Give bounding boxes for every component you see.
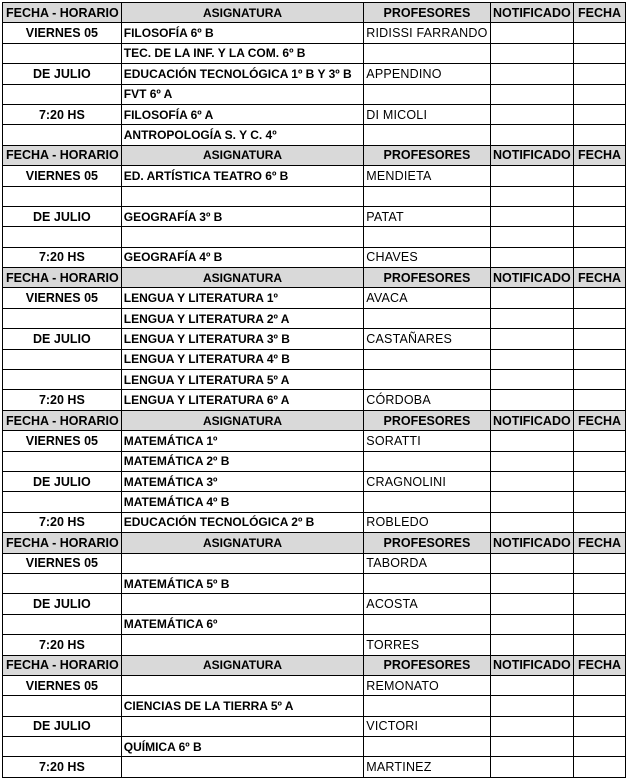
table-row (3, 186, 626, 206)
asignatura-cell[interactable]: MATEMÁTICA 2º B (121, 451, 364, 471)
table-row (3, 614, 626, 634)
notificado-cell[interactable] (490, 84, 574, 104)
schedule-table (2, 2, 626, 778)
asignatura-cell[interactable]: GEOGRAFÍA 4º B (121, 247, 364, 267)
header-asignatura: ASIGNATURA (121, 533, 364, 553)
fecha-notificacion-cell[interactable] (574, 451, 626, 471)
fecha-notificacion-cell[interactable] (574, 614, 626, 634)
fecha-cell[interactable]: VIERNES 05 (3, 166, 122, 186)
header-fecha: FECHA (574, 268, 626, 288)
fecha-notificacion-cell[interactable] (574, 308, 626, 328)
header-row (3, 655, 626, 675)
profesor-cell[interactable]: CÓRDOBA (364, 390, 490, 410)
table-row (3, 227, 626, 247)
fecha-cell[interactable] (3, 84, 122, 104)
notificado-cell[interactable] (490, 737, 574, 757)
fecha-notificacion-cell[interactable] (574, 573, 626, 593)
table-row (3, 553, 626, 573)
header-asignatura: ASIGNATURA (121, 410, 364, 430)
profesor-cell[interactable] (364, 614, 490, 634)
table-row (3, 675, 626, 695)
notificado-cell[interactable] (490, 492, 574, 512)
header-fecha-horario: FECHA - HORARIO (3, 410, 122, 430)
asignatura-cell[interactable]: TEC. DE LA INF. Y LA COM. 6º B (121, 43, 364, 63)
notificado-cell[interactable] (490, 227, 574, 247)
asignatura-cell[interactable]: ANTROPOLOGÍA S. Y C. 4º (121, 125, 364, 145)
fecha-cell[interactable]: 7:20 HS (3, 247, 122, 267)
fecha-cell[interactable]: 7:20 HS (3, 757, 122, 777)
header-row (3, 268, 626, 288)
header-fecha-horario: FECHA - HORARIO (3, 655, 122, 675)
profesor-cell[interactable] (364, 125, 490, 145)
header-notificado: NOTIFICADO (490, 268, 574, 288)
table-row (3, 696, 626, 716)
asignatura-cell[interactable] (121, 716, 364, 736)
fecha-notificacion-cell[interactable] (574, 227, 626, 247)
fecha-cell[interactable]: DE JULIO (3, 206, 122, 226)
fecha-cell[interactable] (3, 349, 122, 369)
fecha-notificacion-cell[interactable] (574, 349, 626, 369)
fecha-notificacion-cell[interactable] (574, 471, 626, 491)
notificado-cell[interactable] (490, 390, 574, 410)
notificado-cell[interactable] (490, 247, 574, 267)
notificado-cell[interactable] (490, 186, 574, 206)
profesor-cell[interactable]: MARTINEZ (364, 757, 490, 777)
notificado-cell[interactable] (490, 43, 574, 63)
fecha-cell[interactable] (3, 227, 122, 247)
profesor-cell[interactable] (364, 737, 490, 757)
fecha-cell[interactable] (3, 370, 122, 390)
table-row (3, 390, 626, 410)
profesor-cell[interactable]: CRAGNOLINI (364, 471, 490, 491)
header-asignatura: ASIGNATURA (121, 655, 364, 675)
header-notificado: NOTIFICADO (490, 410, 574, 430)
fecha-notificacion-cell[interactable] (574, 757, 626, 777)
profesor-cell[interactable]: APPENDINO (364, 64, 490, 84)
profesor-cell[interactable] (364, 696, 490, 716)
notificado-cell[interactable] (490, 329, 574, 349)
notificado-cell[interactable] (490, 431, 574, 451)
fecha-notificacion-cell[interactable] (574, 492, 626, 512)
profesor-cell[interactable]: CHAVES (364, 247, 490, 267)
fecha-notificacion-cell[interactable] (574, 675, 626, 695)
notificado-cell[interactable] (490, 594, 574, 614)
fecha-cell[interactable]: VIERNES 05 (3, 288, 122, 308)
profesor-cell[interactable] (364, 451, 490, 471)
header-fecha: FECHA (574, 533, 626, 553)
profesor-cell[interactable] (364, 84, 490, 104)
profesor-cell[interactable]: VICTORI (364, 716, 490, 736)
table-row (3, 635, 626, 655)
header-row (3, 3, 626, 23)
notificado-cell[interactable] (490, 125, 574, 145)
fecha-cell[interactable]: DE JULIO (3, 471, 122, 491)
table-row (3, 288, 626, 308)
notificado-cell[interactable] (490, 675, 574, 695)
profesor-cell[interactable]: RIDISSI FARRANDO (364, 23, 490, 43)
table-row (3, 64, 626, 84)
asignatura-cell[interactable]: CIENCIAS DE LA TIERRA 5º A (121, 696, 364, 716)
asignatura-cell[interactable]: LENGUA Y LITERATURA 1º (121, 288, 364, 308)
profesor-cell[interactable]: AVACA (364, 288, 490, 308)
profesor-cell[interactable]: CASTAÑARES (364, 329, 490, 349)
fecha-cell[interactable]: VIERNES 05 (3, 23, 122, 43)
fecha-notificacion-cell[interactable] (574, 288, 626, 308)
asignatura-cell[interactable]: LENGUA Y LITERATURA 5º A (121, 370, 364, 390)
asignatura-cell[interactable]: LENGUA Y LITERATURA 6º A (121, 390, 364, 410)
fecha-notificacion-cell[interactable] (574, 64, 626, 84)
asignatura-cell[interactable]: QUÍMICA 6º B (121, 737, 364, 757)
asignatura-cell[interactable] (121, 227, 364, 247)
profesor-cell[interactable]: PATAT (364, 206, 490, 226)
table-row (3, 431, 626, 451)
fecha-cell[interactable] (3, 696, 122, 716)
profesor-cell[interactable] (364, 43, 490, 63)
fecha-notificacion-cell[interactable] (574, 329, 626, 349)
table-row (3, 716, 626, 736)
table-row (3, 166, 626, 186)
header-profesores: PROFESORES (364, 655, 490, 675)
fecha-notificacion-cell[interactable] (574, 247, 626, 267)
asignatura-cell[interactable]: MATEMÁTICA 4º B (121, 492, 364, 512)
fecha-cell[interactable]: DE JULIO (3, 64, 122, 84)
asignatura-cell[interactable] (121, 186, 364, 206)
notificado-cell[interactable] (490, 166, 574, 186)
asignatura-cell[interactable] (121, 757, 364, 777)
header-fecha-horario: FECHA - HORARIO (3, 533, 122, 553)
profesor-cell[interactable]: ROBLEDO (364, 512, 490, 532)
profesor-cell[interactable]: SORATTI (364, 431, 490, 451)
asignatura-cell[interactable]: EDUCACIÓN TECNOLÓGICA 2º B (121, 512, 364, 532)
profesor-cell[interactable] (364, 349, 490, 369)
notificado-cell[interactable] (490, 757, 574, 777)
asignatura-cell[interactable] (121, 635, 364, 655)
table-row (3, 329, 626, 349)
fecha-cell[interactable]: DE JULIO (3, 329, 122, 349)
table-row (3, 125, 626, 145)
table-row (3, 43, 626, 63)
fecha-cell[interactable]: DE JULIO (3, 594, 122, 614)
table-row (3, 349, 626, 369)
fecha-cell[interactable]: 7:20 HS (3, 390, 122, 410)
asignatura-cell[interactable]: LENGUA Y LITERATURA 3º B (121, 329, 364, 349)
profesor-cell[interactable] (364, 308, 490, 328)
table-row (3, 757, 626, 777)
fecha-cell[interactable]: VIERNES 05 (3, 431, 122, 451)
profesor-cell[interactable]: MENDIETA (364, 166, 490, 186)
notificado-cell[interactable] (490, 573, 574, 593)
notificado-cell[interactable] (490, 512, 574, 532)
asignatura-cell[interactable]: LENGUA Y LITERATURA 4º B (121, 349, 364, 369)
fecha-notificacion-cell[interactable] (574, 635, 626, 655)
notificado-cell[interactable] (490, 288, 574, 308)
fecha-notificacion-cell[interactable] (574, 553, 626, 573)
asignatura-cell[interactable]: MATEMÁTICA 3º (121, 471, 364, 491)
asignatura-cell[interactable]: FILOSOFÍA 6º A (121, 104, 364, 124)
asignatura-cell[interactable]: LENGUA Y LITERATURA 2º A (121, 308, 364, 328)
asignatura-cell[interactable]: MATEMÁTICA 6º (121, 614, 364, 634)
fecha-cell[interactable]: 7:20 HS (3, 635, 122, 655)
profesor-cell[interactable] (364, 573, 490, 593)
fecha-cell[interactable] (3, 125, 122, 145)
header-fecha: FECHA (574, 3, 626, 23)
header-fecha-horario: FECHA - HORARIO (3, 145, 122, 165)
table-row (3, 370, 626, 390)
asignatura-cell[interactable]: ED. ARTÍSTICA TEATRO 6º B (121, 166, 364, 186)
header-asignatura: ASIGNATURA (121, 268, 364, 288)
fecha-cell[interactable]: 7:20 HS (3, 512, 122, 532)
fecha-cell[interactable] (3, 492, 122, 512)
table-row (3, 451, 626, 471)
notificado-cell[interactable] (490, 206, 574, 226)
fecha-cell[interactable] (3, 308, 122, 328)
table-row (3, 23, 626, 43)
asignatura-cell[interactable] (121, 594, 364, 614)
header-notificado: NOTIFICADO (490, 3, 574, 23)
header-fecha: FECHA (574, 145, 626, 165)
notificado-cell[interactable] (490, 23, 574, 43)
fecha-notificacion-cell[interactable] (574, 125, 626, 145)
profesor-cell[interactable] (364, 492, 490, 512)
schedule-table-body (3, 3, 626, 778)
fecha-notificacion-cell[interactable] (574, 186, 626, 206)
fecha-notificacion-cell[interactable] (574, 737, 626, 757)
header-notificado: NOTIFICADO (490, 655, 574, 675)
fecha-cell[interactable] (3, 614, 122, 634)
profesor-cell[interactable] (364, 227, 490, 247)
profesor-cell[interactable] (364, 186, 490, 206)
fecha-notificacion-cell[interactable] (574, 84, 626, 104)
table-row (3, 594, 626, 614)
fecha-notificacion-cell[interactable] (574, 23, 626, 43)
header-notificado: NOTIFICADO (490, 145, 574, 165)
fecha-cell[interactable]: VIERNES 05 (3, 675, 122, 695)
header-profesores: PROFESORES (364, 3, 490, 23)
notificado-cell[interactable] (490, 349, 574, 369)
header-asignatura: ASIGNATURA (121, 145, 364, 165)
table-row (3, 104, 626, 124)
asignatura-cell[interactable]: FVT 6º A (121, 84, 364, 104)
header-fecha: FECHA (574, 655, 626, 675)
header-fecha-horario: FECHA - HORARIO (3, 3, 122, 23)
profesor-cell[interactable]: ACOSTA (364, 594, 490, 614)
asignatura-cell[interactable]: FILOSOFÍA 6º B (121, 23, 364, 43)
asignatura-cell[interactable]: MATEMÁTICA 1º (121, 431, 364, 451)
profesor-cell[interactable] (364, 370, 490, 390)
table-row (3, 84, 626, 104)
profesor-cell[interactable]: REMONATO (364, 675, 490, 695)
notificado-cell[interactable] (490, 716, 574, 736)
header-row (3, 410, 626, 430)
asignatura-cell[interactable]: GEOGRAFÍA 3º B (121, 206, 364, 226)
notificado-cell[interactable] (490, 308, 574, 328)
notificado-cell[interactable] (490, 696, 574, 716)
asignatura-cell[interactable]: MATEMÁTICA 5º B (121, 573, 364, 593)
header-row (3, 533, 626, 553)
fecha-notificacion-cell[interactable] (574, 594, 626, 614)
fecha-notificacion-cell[interactable] (574, 390, 626, 410)
table-row (3, 206, 626, 226)
asignatura-cell[interactable]: EDUCACIÓN TECNOLÓGICA 1º B Y 3º B (121, 64, 364, 84)
profesor-cell[interactable]: DI MICOLI (364, 104, 490, 124)
header-fecha: FECHA (574, 410, 626, 430)
notificado-cell[interactable] (490, 635, 574, 655)
header-profesores: PROFESORES (364, 145, 490, 165)
fecha-cell[interactable] (3, 186, 122, 206)
header-profesores: PROFESORES (364, 410, 490, 430)
table-row (3, 737, 626, 757)
fecha-notificacion-cell[interactable] (574, 431, 626, 451)
notificado-cell[interactable] (490, 64, 574, 84)
header-asignatura: ASIGNATURA (121, 3, 364, 23)
fecha-notificacion-cell[interactable] (574, 512, 626, 532)
header-notificado: NOTIFICADO (490, 533, 574, 553)
fecha-notificacion-cell[interactable] (574, 206, 626, 226)
fecha-cell[interactable] (3, 573, 122, 593)
fecha-cell[interactable] (3, 43, 122, 63)
fecha-cell[interactable] (3, 737, 122, 757)
fecha-notificacion-cell[interactable] (574, 370, 626, 390)
asignatura-cell[interactable] (121, 675, 364, 695)
fecha-notificacion-cell[interactable] (574, 696, 626, 716)
header-profesores: PROFESORES (364, 533, 490, 553)
notificado-cell[interactable] (490, 614, 574, 634)
table-row (3, 573, 626, 593)
fecha-notificacion-cell[interactable] (574, 43, 626, 63)
table-row (3, 512, 626, 532)
notificado-cell[interactable] (490, 471, 574, 491)
asignatura-cell[interactable] (121, 553, 364, 573)
fecha-cell[interactable]: VIERNES 05 (3, 553, 122, 573)
table-row (3, 308, 626, 328)
fecha-cell[interactable]: DE JULIO (3, 716, 122, 736)
table-row (3, 247, 626, 267)
fecha-notificacion-cell[interactable] (574, 166, 626, 186)
header-row (3, 145, 626, 165)
table-row (3, 471, 626, 491)
fecha-cell[interactable] (3, 451, 122, 471)
header-fecha-horario: FECHA - HORARIO (3, 268, 122, 288)
notificado-cell[interactable] (490, 370, 574, 390)
table-row (3, 492, 626, 512)
fecha-notificacion-cell[interactable] (574, 716, 626, 736)
notificado-cell[interactable] (490, 553, 574, 573)
profesor-cell[interactable]: TORRES (364, 635, 490, 655)
header-profesores: PROFESORES (364, 268, 490, 288)
notificado-cell[interactable] (490, 104, 574, 124)
fecha-cell[interactable]: 7:20 HS (3, 104, 122, 124)
profesor-cell[interactable]: TABORDA (364, 553, 490, 573)
notificado-cell[interactable] (490, 451, 574, 471)
fecha-notificacion-cell[interactable] (574, 104, 626, 124)
